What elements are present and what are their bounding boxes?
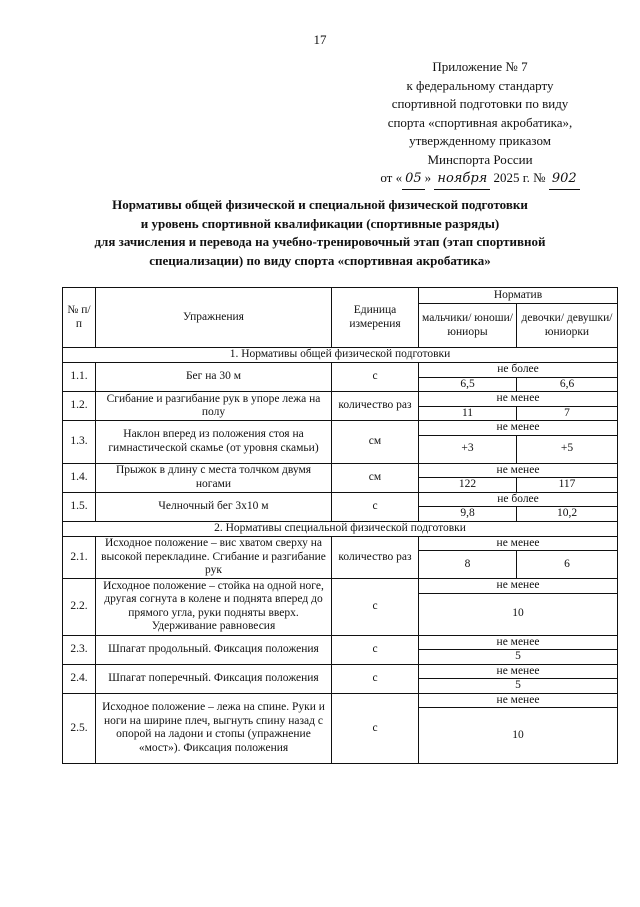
title-line: Нормативы общей физической и специальной физической подготовки [112,197,528,212]
table-row [63,693,618,708]
header-boys: мальчики/ юноши/ юниоры [419,304,517,348]
row-num: 1.3. [63,421,96,464]
table-row [63,492,618,507]
order-number: 902 [549,170,580,190]
table-row [63,635,618,650]
row-num: 1.5. [63,492,96,521]
row-condition: не менее [419,536,618,551]
row-unit: количество раз [332,392,419,421]
table-row [63,579,618,594]
table-row [63,421,618,436]
order-date-line [330,169,630,190]
date-prefix: от « [380,170,403,185]
row-exercise: Челночный бег 3х10 м [96,492,332,521]
table-row [63,363,618,378]
row-unit: с [332,693,419,764]
row-girls-value: 6,6 [517,377,618,392]
row-common-value: 10 [419,708,618,764]
appendix-line: спорта «спортивная акробатика», [387,114,573,130]
page-number: 17 [313,32,327,47]
document-title [0,196,640,270]
row-unit: см [332,421,419,464]
row-boys-value: 9,8 [419,507,517,522]
row-num: 1.4. [63,463,96,492]
title-line: и уровень спортивной квалификации (спортивные разряды) [140,215,500,231]
row-condition: не менее [419,579,618,594]
row-exercise: Прыжок в длину с места толчком двумя ногами [96,463,332,492]
table-row [63,664,618,679]
header-num: № п/п [63,288,96,348]
row-num: 2.4. [63,664,96,693]
row-unit: см [332,463,419,492]
row-condition: не более [419,492,618,507]
date-year: 2025 г. № [493,170,546,185]
row-boys-value: 11 [419,406,517,421]
appendix-line: Минспорта России [427,151,533,167]
appendix-line: к федеральному стандарту [406,77,554,93]
row-boys-value: +3 [419,435,517,463]
row-condition: не более [419,363,618,378]
row-common-value: 5 [419,650,618,665]
row-exercise: Исходное положение – лежа на спине. Руки и ноги на ширине плеч, выгнуть спину назад с опорой на ладони и стопы (упражнение «мост»). Фиксация положения [96,693,332,764]
row-condition: не менее [419,664,618,679]
section-row [63,348,618,363]
table-row [63,392,618,407]
header-girls: девочки/ девушки/ юниорки [517,304,618,348]
title-line: специализации) по виду спорта «спортивная акробатика» [149,252,491,268]
row-exercise: Сгибание и разгибание рук в упоре лежа на полу [96,392,332,421]
row-unit: с [332,492,419,521]
header-unit: Единица измерения [332,288,419,348]
row-condition: не менее [419,693,618,708]
row-exercise: Наклон вперед из положения стоя на гимнастической скамье (от уровня скамьи) [96,421,332,464]
row-girls-value: 6 [517,551,618,579]
row-boys-value: 6,5 [419,377,517,392]
row-unit: количество раз [332,536,419,579]
row-unit: с [332,664,419,693]
row-unit: с [332,363,419,392]
section-title: 1. Нормативы общей физической подготовки [63,348,618,363]
table-row [63,463,618,478]
row-exercise: Исходное положение – вис хватом сверху на высокой перекладине. Сгибание и разгибание рук [96,536,332,579]
row-exercise: Шпагат продольный. Фиксация положения [96,635,332,664]
table-row [63,536,618,551]
row-unit: с [332,635,419,664]
row-common-value: 10 [419,593,618,635]
appendix-header [330,58,630,190]
row-num: 2.5. [63,693,96,764]
row-num: 1.1. [63,363,96,392]
row-exercise: Бег на 30 м [96,363,332,392]
title-line: для зачисления и перевода на учебно-тренировочный этап (этап спортивной [94,234,546,249]
row-unit: с [332,579,419,636]
date-day: 05 [402,170,425,190]
norms-table [62,287,618,764]
row-girls-value: 117 [517,478,618,493]
header-norm: Норматив [419,288,618,304]
row-common-value: 5 [419,679,618,694]
row-boys-value: 122 [419,478,517,493]
row-num: 2.1. [63,536,96,579]
section-title: 2. Нормативы специальной физической подготовки [63,521,618,536]
row-num: 2.3. [63,635,96,664]
section-row [63,521,618,536]
date-month: ноября [434,170,490,190]
appendix-line: Приложение № 7 [432,59,528,74]
appendix-line: утвержденному приказом [409,133,551,148]
row-girls-value: 7 [517,406,618,421]
header-row [63,288,618,304]
row-girls-value: +5 [517,435,618,463]
row-girls-value: 10,2 [517,507,618,522]
row-num: 2.2. [63,579,96,636]
row-boys-value: 8 [419,551,517,579]
row-exercise: Шпагат поперечный. Фиксация положения [96,664,332,693]
date-sep: » [424,170,432,185]
row-num: 1.2. [63,392,96,421]
row-condition: не менее [419,392,618,407]
row-exercise: Исходное положение – стойка на одной ноге, другая согнута в колене и поднята вперед до прямого угла, руки подняты вверх. Удерживание равновесия [96,579,332,636]
appendix-line: спортивной подготовки по виду [391,96,569,111]
row-condition: не менее [419,463,618,478]
row-condition: не менее [419,421,618,436]
header-exercise: Упражнения [96,288,332,348]
row-condition: не менее [419,635,618,650]
